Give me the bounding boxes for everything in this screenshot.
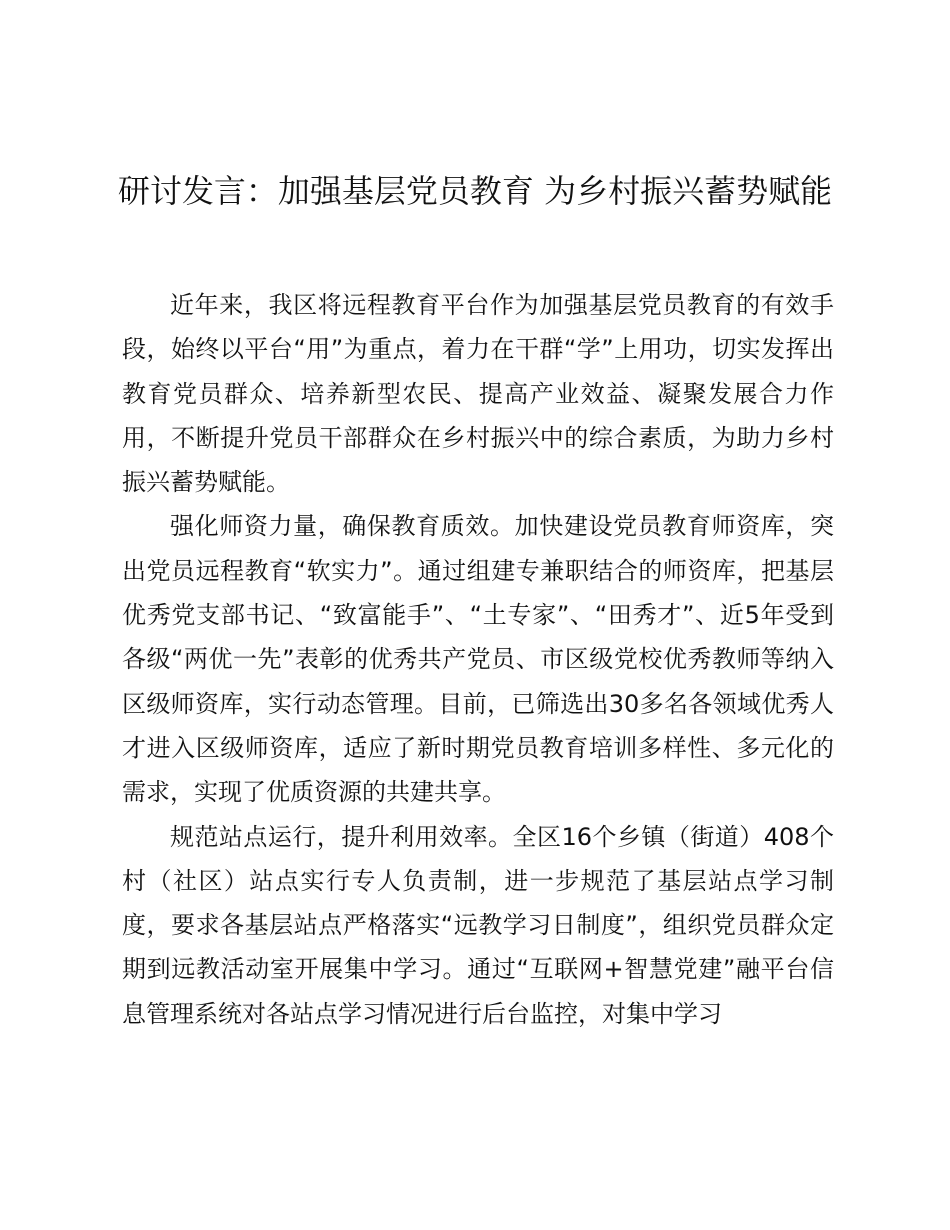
document-body <box>122 283 834 1036</box>
paragraph-teacher-resources: 强化师资力量，确保教育质效。加快建设党员教育师资库，突出党员远程教育“软实力”。通过组建专兼职结合的师资库，把基层优秀党支部书记、“致富能手”、“土专家”、“田秀才”、近5年受到各级“两优一先”表彰的优秀共产党员、市区级党校优秀教师等纳入区级师资库，实行动态管理。目前，已筛选出30多名各领域优秀人才进入区级师资库，适应了新时期党员教育培训多样性、多元化的需求，实现了优质资源的共建共享。 <box>122 512 834 807</box>
paragraph-intro: 近年来，我区将远程教育平台作为加强基层党员教育的有效手段，始终以平台“用”为重点，着力在干群“学”上用功，切实发挥出教育党员群众、培养新型农民、提高产业效益、凝聚发展合力作用，不断提升党员干部群众在乡村振兴中的综合素质，为助力乡村振兴蓄势赋能。 <box>122 291 834 497</box>
document-title: 研讨发言：加强基层党员教育 为乡村振兴蓄势赋能 <box>117 172 833 210</box>
paragraph-site-operation: 规范站点运行，提升利用效率。全区16个乡镇（街道）408个村（社区）站点实行专人负责制，进一步规范了基层站点学习制度，要求各基层站点严格落实“远教学习日制度”，组织党员群众定期到远教活动室开展集中学习。通过“互联网+智慧党建”融平台信息管理系统对各站点学习情况进行后台监控，对集中学习 <box>122 822 834 1028</box>
